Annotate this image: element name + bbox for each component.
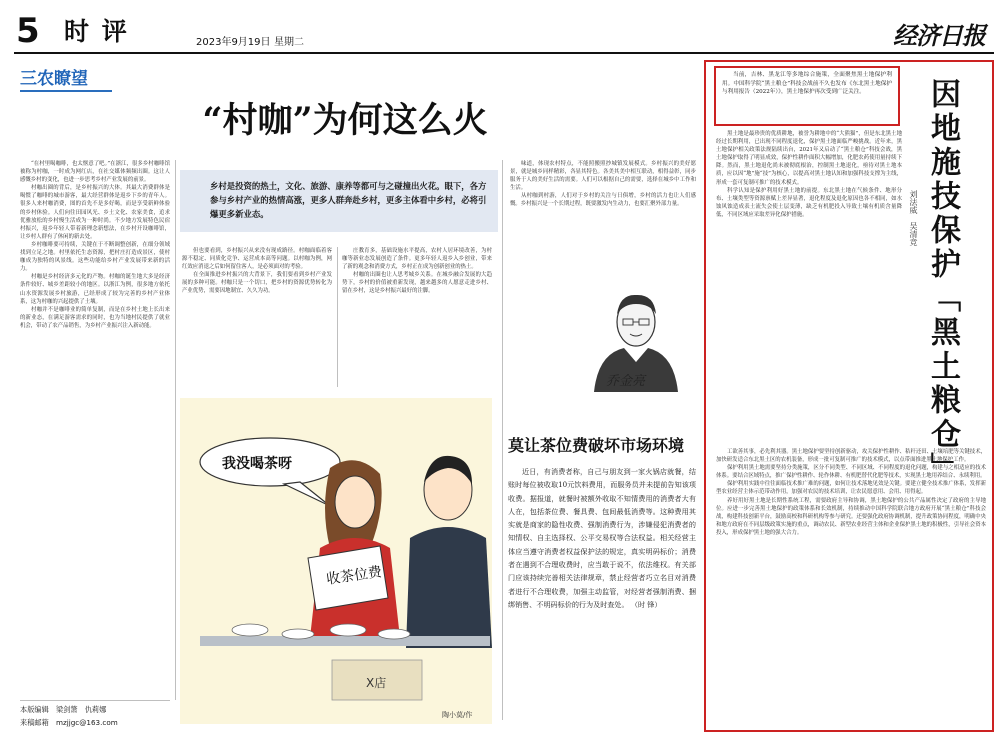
abstract-text: 乡村是投资的热土，文化、旅游、康养等都可与之碰撞出火花。眼下，各方参与乡村产业的热情高涨，更多人群奔赴乡村，更多主体看中乡村，必将引爆更多新业态。 [210, 181, 487, 219]
paragraph: 养好用好黑土地是长期性系统工程，需要政府主导和协调，黑土地保护的公共产品属性决定了政府的主导地位。应进一步完善黑土地保护的政策体系和长效机制，持续推动中国科学院联合地方政府开展“黑土粮仓”科技会战，构建科技创新平台，鼓励高校和科研机构等参与研究。还要强化政府协调机制，提升政策协同程度，明确中央和地方政府在不同层级政策实施的重点，调动农民、新型农业经营主体和企业保护黑土地的积极性，引导社会资本投入，形成保护黑土地的强大合力。 [716, 497, 986, 536]
side-article-body-upper [716, 130, 902, 442]
side-article-body-lower [716, 448, 986, 726]
column-label-text: 三农瞭望 [20, 69, 88, 89]
cartoon-credit: 陶小莫/作 [442, 711, 473, 719]
side-intro-box [714, 66, 900, 126]
editors-line: 本版编辑 梁剑箫 仇莉娜 [20, 705, 107, 714]
cartoon-illustration [180, 398, 492, 724]
submission-email: 来稿邮箱 mzjjgc@163.com [20, 718, 118, 727]
paragraph: 从村咖到村游，人们对于乡村的关注与日俱增，乡村的活力也让人们感慨。乡村振兴是一个长期过程，既要激发内生动力，也要汇聚外部力量。 [510, 193, 696, 208]
cartoon-shop-sign: X店 [366, 676, 387, 690]
footer-divider [20, 700, 170, 701]
paragraph: 工欲善其事，必先利其器。黑土地保护要坚持创新驱动，攻关保护性耕作、秸秆还田、土壤培肥等关键技术，加快研发适合东北黑土区的农机装备，形成一批可复制可推广的技术模式，以点带面推进黑土地保护工作。 [716, 449, 986, 464]
sub-article-body [508, 465, 696, 715]
paragraph: 村咖出圈的背后，是乡村振兴的大体。其最大消费群体是喝惯了咖啡的城市游客，最大经营群体是返乡下乡的青年人。很多人来村咖消费，图的首先不是多好喝，而是享受新鲜体验的乡村休验。人们向往田园风光、乡土文化、农家美食，追求优雅放松的乡村慢生活成为一种时尚。不少地方发展特色民宿村振兴，返乡年轻人带着新理念新想法，在乡村开设咖啡馆，让乡村人群有了休闲的新去处。 [20, 185, 170, 240]
issue-weekday: 星期二 [274, 37, 304, 48]
paragraph: 在全面推进乡村振兴的大背景下，我们要看到乡村产业发展的多种可能。村咖只是一个切口，把乡村的资源优势转化为产业优势，需要因地制宜、久久为功。 [182, 272, 332, 295]
paragraph: 但也要看到，乡村振兴从来没有现成路径。村咖面临着客源不稳定、同质化竞争、运营成本高等问题。以村咖为例，网红效应消退之后如何留住客人，是必须面对的考验。 [182, 248, 332, 271]
sub-article-text: 近日，有消费者称，自己与朋友到一家火锅店就餐，结账时每位被收取10元饮料费用，而服务员并未提前告知该项收费。据报道，就餐时被额外收取不知情费用的消费者大有人在，包括茶位费、餐具费、包间最低消费等。这种费用其实就是商家的隐性收费、强制消费行为，涉嫌侵犯消费者的知情权、自主选择权、公平交易权等合法权益。相关经营主体应当遵守消费者权益保护法的规定，真实明码标价；消费者在遇到不合理收费时，应当敢于说不，依法维权。有关部门应该持续完善相关法律规章，禁止经营者巧立名目对消费者进行不合理收费，加强主动监管，对经营者强制消费、捆绑销售、不明码标价的行为及时查处。 [508, 467, 696, 609]
paragraph: 庄教育多，基础设施水平提高，农村人居环境改善，为村咖等新业态发展创造了条件。更多年轻人返乡入乡创业，带来了新的观念和消费方式，乡村正在成为创新创业的热土。 [342, 248, 492, 271]
side-headline: 因地施技保护「黑土粮仓」 [925, 78, 960, 486]
column-divider [337, 247, 338, 387]
main-article-col2 [182, 247, 332, 387]
paragraph: 科学认知是保护利用好黑土地的前提。东北黑土地在气候条件、地形分布、土壤类型等资源禀赋上差异显著，退化程度及退化原因也各不相同，如水蚀风蚀造成表土流失会使土层变薄，缺乏有机肥投入导致土壤有机质含量降低，不同区域应采取差异化保护措施。 [716, 187, 902, 218]
author-portrait [566, 282, 696, 394]
cartoon-paper-text: 收茶位费 [325, 564, 383, 588]
sub-headline: 莫让茶位费破坏市场环境 [508, 436, 685, 455]
column-label [20, 64, 112, 92]
column-divider [175, 160, 176, 700]
newspaper-logo: 经济日报 [893, 21, 985, 50]
paragraph: 乡村咖啡要可持续，关键在于不断调整创新，在细分领域找到立足之地。村里依托生态资源，把村庄打造成景区，使村咖成为独特的风景线。这些功能给乡村产业发展带来新的活力。 [20, 241, 170, 273]
section-name: 时 评 [64, 17, 129, 46]
paragraph: 保护利用实践中往往面临技术推广难的问题，如何让技术落地见效是关键。要建立健全技术推广体系，发挥新型农业经营主体示范带动作用，加强对农民的技术培训，让农民愿意用、会用、用得起。 [716, 481, 986, 496]
page-number: 5 [16, 11, 40, 51]
issue-date: 2023年9月19日 [196, 37, 271, 48]
paragraph: 保护利用黑土地需要坚持分类施策，区分不同类型、不同区域、不同程度的退化问题，构建与之相适应的技术体系。要结合区域特点，推广保护性耕作、轮作休耕、有机肥替代化肥等技术，实现黑土地用养结合、永续利用。 [716, 465, 986, 480]
paragraph: 味道，体现农村特点，不能照搬照抄城镇发展模式。乡村振兴的美好愿景，就是城乡同样精彩，各显其特色。各美其美中相互联动，相得益彰，同步服务于人的美好生活的需要。人们可以根据自己的需要，选择在城乡中工作和生活。 [510, 161, 696, 192]
paragraph: “在村里喝咖啡，也太惬意了吧。”在浙江，很多乡村咖啡馆被称为村咖，一时成为网红店，在社交媒体频频出圈。这让人感慨乡村的变化，也进一步思考乡村产业发展的前景。 [20, 161, 170, 184]
masthead-rule [14, 52, 994, 54]
main-article-col4 [510, 160, 696, 278]
side-intro-text: 当前，吉林、黑龙江等多地综合施策，全面聚焦黑土地保护利用。中国科学院“黑土粮仓”科技会战前不久也发布《东北黑土地保护与利用报告（2022年）》，黑土地保护再次受到广泛关注。 [722, 72, 892, 96]
main-article-col1 [20, 160, 170, 720]
paragraph: 村咖是乡村经济多元化的产物。村咖的诞生地大多是经济条件较好、城乡差距较小的地区。以浙江为例，很多地方依托山水资源发展乡村旅游，已经形成了较为完善的乡村产业体系，这为村咖的兴起提供了土壤。 [20, 274, 170, 305]
cartoon-speech-text: 我没喝茶呀 [222, 456, 292, 472]
main-article-col3 [342, 247, 492, 387]
side-byline: 刘法威 吴清竞 [909, 190, 918, 246]
paragraph: 村咖并不是咖啡业的简单复制，而是在乡村土地上长出来的新业态，在满足游客需求的同时，也为当地村民提供了就业机会，带动了农产品销售，为乡村产业振兴注入新动能。 [20, 306, 170, 329]
paragraph: 村咖的出圈也让人思考城乡关系。在城乡融合发展的大趋势下，乡村的价值被重新发现，越来越多的人愿意走进乡村、留在乡村，这是乡村振兴最好的注脚。 [342, 272, 492, 295]
sub-article-author: （时 锋） [630, 599, 662, 609]
column-divider [502, 160, 503, 720]
main-headline: “村咖”为何这么火 [202, 100, 488, 141]
author-signature: 乔金亮 [606, 374, 646, 389]
abstract-box [180, 170, 498, 232]
paragraph: 黑土地是最珍贵的优质耕地，被誉为耕地中的“大熊猫”，但是东北黑土地经过长期利用，已出现不同程度退化，保护黑土地面临严峻挑战。近年来，黑土地保护相关政策法规陆续出台，2021年又启动了“黑土粮仓”科技会战，黑土地保护取得了明显成效，保护性耕作面积大幅增加，化肥农药使用量持续下降。然而，黑土地退化尚未被彻底根治，控制黑土地退化，亟待对黑土地本质，应以因“地”施“技”为核心，以提高对黑土地认知和加强科技支撑为主线，形成一套可复制可推广的技术模式。 [716, 131, 902, 186]
